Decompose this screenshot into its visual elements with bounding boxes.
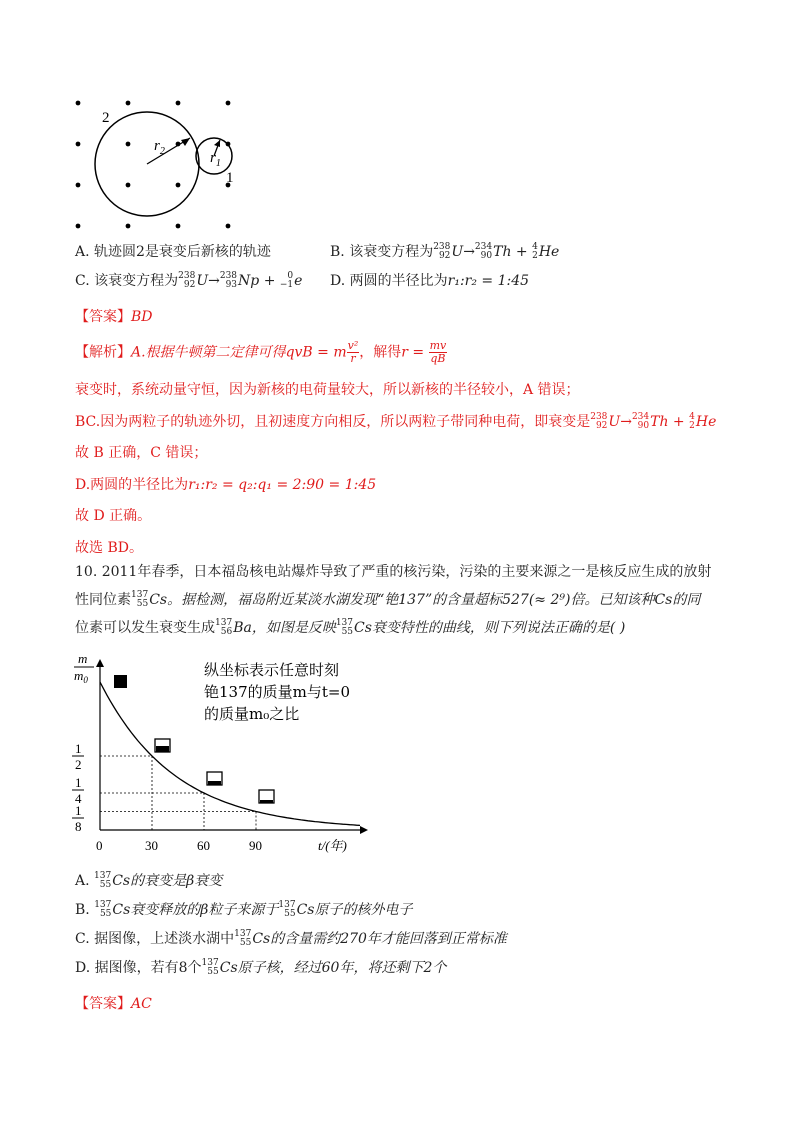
decay-curve <box>100 682 360 825</box>
svg-text:r1: $r_1$ <box>210 150 221 169</box>
analysis-line-5: D.两圆的半径比为r₁:r₂ = q₂:q₁ = 2:90 = 1:45 <box>75 477 377 493</box>
field-dot <box>126 224 131 229</box>
field-dot <box>76 142 81 147</box>
field-dot <box>226 224 231 229</box>
q9-option-d: D. 两圆的半径比为r₁:r₂ = 1:45 <box>330 273 530 289</box>
svg-text:2: 2 <box>75 757 82 772</box>
q10-option-a: A. 137 55 Cs的衰变是β衰变 <box>75 871 223 890</box>
sample-box-full <box>114 675 127 688</box>
x-axis-label: t/(年) <box>318 838 347 853</box>
q9-option-a: A. 轨迹圆2是衰变后新核的轨迹 <box>75 244 271 260</box>
field-dot <box>126 101 131 106</box>
svg-text:1: 1 <box>75 803 82 818</box>
field-dot <box>176 101 181 106</box>
field-dot <box>226 101 231 106</box>
q10-line-3: 位素可以发生衰变生成 137 56 Ba，如图是反映 137 55 Cs衰变特性的曲线，则下列说法正确的是( ) <box>75 618 626 637</box>
field-dot <box>126 183 131 188</box>
decay-chart <box>60 645 370 860</box>
q10-line-1: 10. 2011年春季，日本福岛核电站爆炸导致了严重的核污染，污染的主要来源之一是核反应生成的放射 <box>75 564 712 580</box>
field-dot <box>176 183 181 188</box>
q10-line-2: 性同位素 137 55 Cs。据检测，福岛附近某淡水湖发现“铯137”的含量超标527(≈ 2⁹)倍。已知该种Cs的同 <box>75 590 701 609</box>
field-dot <box>76 224 81 229</box>
q9-option-b: B. 该衰变方程为 238 92 U→ 234 90 Th + 4 2 He <box>330 242 560 261</box>
svg-text:1: 1 <box>75 775 82 790</box>
svg-text:r2: $r_2$ <box>154 138 165 157</box>
decay-track-figure <box>60 90 260 240</box>
x-tick-label: 30 <box>145 838 158 853</box>
field-dot <box>76 183 81 188</box>
answer-10: 【答案】AC <box>75 996 152 1012</box>
svg-text:m: m <box>78 651 88 666</box>
analysis-line-7: 故选 BD。 <box>75 540 143 556</box>
analysis-line-1: 【解析】A.根据牛顿第二定律可得qvB = m $\frac{\text{v²}}{r}$ ，解得r = $\frac{mv}{qB}$ <box>75 339 447 365</box>
q9-option-c: C. 该衰变方程为 238 92 U→ 238 93 Np + 0 −1 e <box>75 271 303 290</box>
label-1: 1 <box>226 170 234 186</box>
field-dot <box>126 142 131 147</box>
field-dot <box>176 224 181 229</box>
x-tick-label: 60 <box>197 838 210 853</box>
svg-text:4: 4 <box>75 791 82 806</box>
chart-annotation-3: 的质量m₀之比 <box>204 705 300 723</box>
analysis-line-2: 衰变时，系统动量守恒，因为新核的电荷量较大，所以新核的半径较小，A 错误； <box>75 382 580 398</box>
label-2: 2 <box>102 110 110 126</box>
q10-option-d: D. 据图像，若有8个 137 55 Cs原子核，经过60年，将还剩下2个 <box>75 958 447 977</box>
chart-annotation-1: 纵坐标表示任意时刻 <box>204 661 340 679</box>
svg-text:8: 8 <box>75 819 82 834</box>
analysis-line-6: 故 D 正确。 <box>75 508 152 524</box>
analysis-line-3: BC.因为两粒子的轨迹外切，且初速度方向相反，所以两粒子带同种电荷，即衰变是 238 92 U→ 234 90 Th + 4 2 He <box>75 412 717 431</box>
field-dot <box>76 101 81 106</box>
svg-text:m0: $m_0$ <box>74 668 88 685</box>
x-tick-label: 0 <box>96 838 103 853</box>
x-tick-label: 90 <box>249 838 262 853</box>
analysis-line-4: 故 B 正确，C 错误； <box>75 445 208 461</box>
svg-text:1: 1 <box>75 741 82 756</box>
q10-option-c: C. 据图像，上述淡水湖中 137 55 Cs的含量需约270年才能回落到正常标准 <box>75 929 507 948</box>
chart-annotation-2: 铯137的质量m与t=0 <box>204 683 350 701</box>
q10-option-b: B. 137 55 Cs衰变释放的β粒子来源于 137 55 Cs原子的核外电子 <box>75 900 413 919</box>
answer-9: 【答案】BD <box>75 309 153 325</box>
